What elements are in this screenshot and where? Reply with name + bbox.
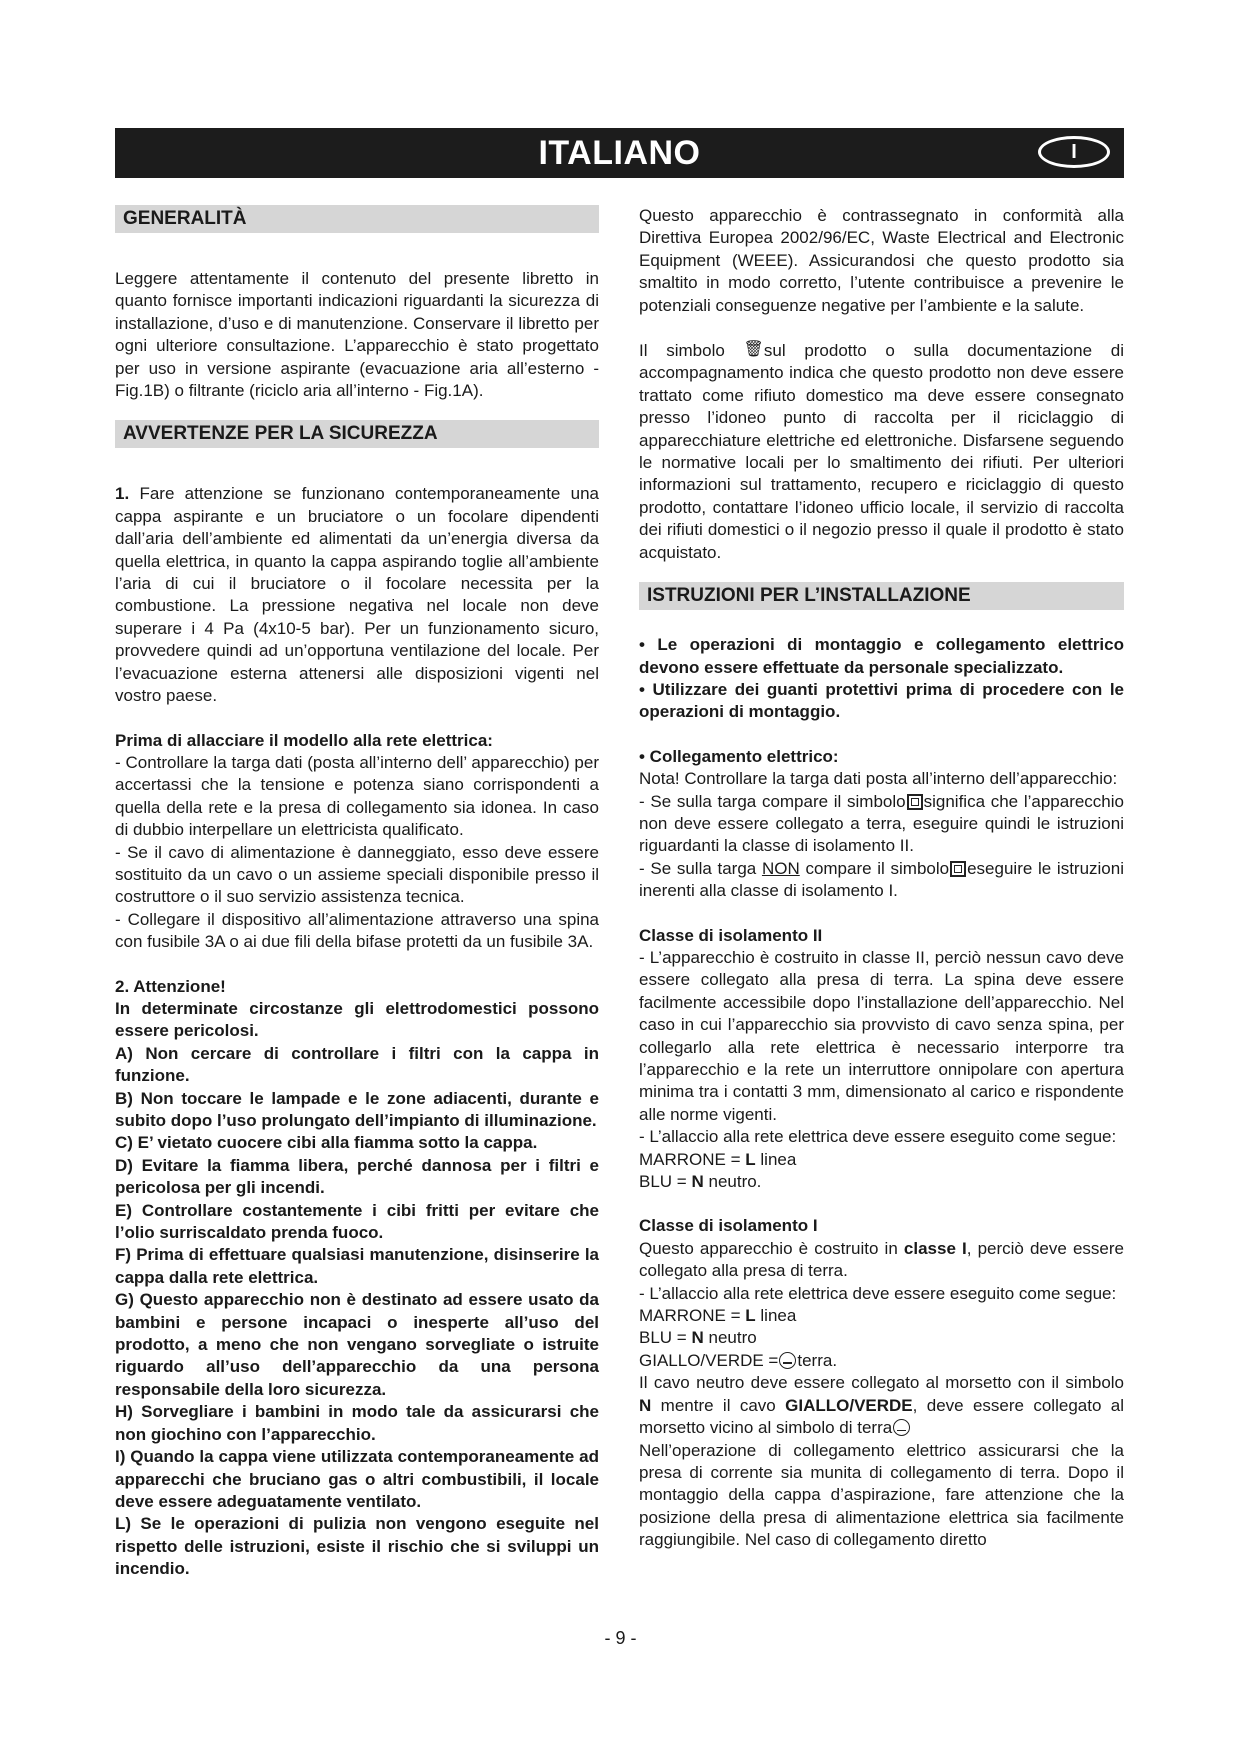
prima-item-3: - Collegare il dispositivo all’alimentazione attraverso una spina con fusibile 3A o ai due fili della bifase protetti da un fusibile 3A. bbox=[115, 909, 599, 952]
attention-item-b: B) Non toccare le lampade e le zone adiacenti, durante e subito dopo l’uso prolungato dell’impianto di illuminazione. bbox=[115, 1088, 599, 1130]
class-i-paragraph: Questo apparecchio è costruito in classe I, perciò deve essere collegato alla presa di terra. bbox=[639, 1238, 1124, 1281]
weee-paragraph: Questo apparecchio è contrassegnato in conformità alla Direttiva Europea 2002/96/EC, Waste Electrical and Electronic Equipment (WEEE). Assicurandosi che questo prodotto sia smaltito in modo corretto, l’utente contribuisce a prevenire le potenziali conseguenze negative per l’ambiente e la salute. bbox=[639, 206, 1124, 315]
warning-1 bbox=[115, 483, 599, 707]
section-heading-installation: ISTRUZIONI PER L’INSTALLAZIONE bbox=[639, 582, 1124, 610]
attention-item-c: C) E’ vietato cuocere cibi alla fiamma sotto la cappa. bbox=[115, 1133, 538, 1153]
class-i-heading: Classe di isolamento I bbox=[639, 1216, 818, 1236]
class-i-yellow-green-wire: GIALLO/VERDE = terra. bbox=[639, 1350, 838, 1370]
class-ii-heading: Classe di isolamento II bbox=[639, 925, 823, 945]
warning-1-text: Fare attenzione se funzionano contemporaneamente una cappa aspirante e un bruciatore o un focolare dipendenti dall’aria dell’ambiente ed alimentati da un’energia diversa da quella elettrica, in quanto la cappa aspirando toglie all’ambiente l’aria di cui il bruciatore o il focolare necessita per la combustione. La pressione negativa nel locale non deve superare i 4 Pa (4x10-5 bar). Per un funzionamento sicuro, provvedere quindi ad un’opportuna ventilazione del locale. Per l’evacuazione esterna attenersi alle disposizioni vigenti nel vostro paese. bbox=[115, 484, 600, 706]
right-column bbox=[639, 205, 1124, 1552]
section-heading-generalita: GENERALITÀ bbox=[115, 205, 599, 233]
attention-item-g: G) Questo apparecchio non è destinato ad essere usato da bambini e persone incapaci o inesperte all’uso del prodotto, a meno che non vengano sorvegliate o istruite riguardo all’uso dell’apparecchio da una persona responsabile della loro sicurezza. bbox=[115, 1290, 599, 1399]
class-i-blue-wire: BLU = N neutro bbox=[639, 1328, 757, 1348]
class-ii-blue-wire: BLU = N neutro. bbox=[639, 1172, 762, 1192]
class-i-check: - Se sulla targa NON compare il simbolo eseguire le istruzioni inerenti alla classe di isolamento I. bbox=[639, 858, 1124, 901]
class-i-wiring-intro: - L’allaccio alla rete elettrica deve essere eseguito come segue: bbox=[639, 1283, 1117, 1303]
install-bullet-2: • Utilizzare dei guanti protettivi prima di procedere con le operazioni di montaggio. bbox=[639, 679, 1124, 722]
warning-1-number: 1. bbox=[115, 484, 130, 504]
attention-item-l: L) Se le operazioni di pulizia non vengono eseguite nel rispetto delle istruzioni, esiste il rischio che si sviluppi un incendio. bbox=[115, 1514, 599, 1579]
double-insulation-icon bbox=[907, 794, 923, 810]
class-ii-wiring-intro: - L’allaccio alla rete elettrica deve essere eseguito come segue: bbox=[639, 1127, 1117, 1147]
prima-heading: Prima di allacciare il modello alla rete elettrica: bbox=[115, 730, 493, 750]
attention-item-i: I) Quando la cappa viene utilizzata contemporaneamente ad apparecchi che bruciano gas o altri combustibili, il locale deve essere adeguatamente ventilato. bbox=[115, 1447, 599, 1511]
left-column bbox=[115, 205, 599, 1581]
section-heading-safety: AVVERTENZE PER LA SICUREZZA bbox=[115, 420, 599, 448]
electrical-connection-heading: • Collegamento elettrico: bbox=[639, 746, 839, 766]
intro-paragraph: Leggere attentamente il contenuto del presente libretto in quanto fornisce importanti indicazioni riguardanti la sicurezza di installazione, d’uso e di manutenzione. Conservare il libretto per ogni ulteriore consultazione. L’apparecchio è stato progettato per uso in versione aspirante (evacuazione aria all’esterno - Fig.1B) o filtrante (riciclo aria all’interno - Fig.1A). bbox=[115, 269, 599, 401]
class-i-brown-wire: MARRONE = L linea bbox=[639, 1306, 797, 1326]
double-insulation-icon bbox=[950, 861, 966, 877]
earth-symbol-icon bbox=[779, 1352, 796, 1369]
prima-item-2: - Se il cavo di alimentazione è danneggiato, esso deve essere sostituito da un cavo o un assieme speciali disponibile presso il costruttore o il suo servizio assistenza tecnica. bbox=[115, 842, 599, 907]
class-ii-check: - Se sulla targa compare il simbolo significa che l’apparecchio non deve essere collegato a terra, eseguire quindi le istruzioni riguardanti la classe di isolamento II. bbox=[639, 791, 1124, 856]
page-number: - 9 - bbox=[604, 1628, 637, 1648]
attention-item-d: D) Evitare la fiamma libera, perché dannosa per i filtri e pericolosa per gli incendi. bbox=[115, 1155, 599, 1198]
banner-title: ITALIANO bbox=[538, 133, 701, 172]
language-banner bbox=[115, 128, 1124, 178]
attention-item-a: A) Non cercare di controllare i filtri con la cappa in funzione. bbox=[115, 1043, 599, 1086]
crossed-bin-icon: 🗑 bbox=[743, 341, 764, 359]
nota-paragraph: Nota! Controllare la targa dati posta all’interno dell’apparecchio: bbox=[639, 769, 1118, 789]
class-i-final-paragraph: Nell’operazione di collegamento elettrico assicurarsi che la presa di corrente sia munita di collegamento di terra. Dopo il montaggio della cappa d’aspirazione, fare attenzione che la posizione della presa di alimentazione elettrica sia facilmente raggiungibile. Nel caso di collegamento diretto bbox=[639, 1440, 1124, 1550]
attention-intro: In determinate circostanze gli elettrodomestici possono essere pericolosi. bbox=[115, 998, 599, 1041]
weee-symbol-paragraph: Il simbolo 🗑sul prodotto o sulla documentazione di accompagnamento indica che questo prodotto non deve essere trattato come rifiuto domestico ma deve essere consegnato presso l’idoneo punto di raccolta per il riciclaggio di apparecchiature elettriche ed elettroniche. Disfarsene seguendo le normative locali per lo smaltimento dei rifiuti. Per ulteriori informazioni sul trattamento, recupero e riciclaggio di questo prodotto, contattare l’idoneo ufficio locale, il servizio di raccolta dei rifiuti domestici o il negozio presso il quale il prodotto è stato acquistato. bbox=[639, 341, 1124, 562]
class-ii-paragraph: - L’apparecchio è costruito in classe II, perciò nessun cavo deve essere collegato alla presa di terra. La spina deve essere facilmente accessibile dopo l’installazione dell’apparecchio. Nel caso in cui l’apparecchio sia provvisto di cavo senza spina, per collegarlo alla rete elettrica è necessario interporre tra l’apparecchio e la rete un interruttore onnipolare con apertura minima tra i contatti 3 mm, dimensionato al carico e rispondente alle norme vigenti. bbox=[639, 947, 1124, 1124]
language-code-badge: I bbox=[1038, 136, 1110, 168]
attention-item-e: E) Controllare costantemente i cibi fritti per evitare che l’olio surriscaldato prenda fuoco. bbox=[115, 1200, 599, 1243]
attention-heading: 2. Attenzione! bbox=[115, 976, 226, 996]
class-i-terminal-paragraph: Il cavo neutro deve essere collegato al morsetto con il simbolo N mentre il cavo GIALLO/VERDE, deve essere collegato al morsetto vicino al simbolo di terra bbox=[639, 1373, 1124, 1438]
attention-item-f: F) Prima di effettuare qualsiasi manutenzione, disinserire la cappa dalla rete elettrica. bbox=[115, 1245, 599, 1287]
class-ii-brown-wire: MARRONE = L linea bbox=[639, 1149, 797, 1169]
attention-item-h: H) Sorvegliare i bambini in modo tale da assicurarsi che non giochino con l’apparecchio. bbox=[115, 1402, 599, 1444]
install-bullet-1: • Le operazioni di montaggio e collegamento elettrico devono essere effettuate da personale specializzato. bbox=[639, 635, 1124, 677]
prima-item-1: - Controllare la targa dati (posta all’interno dell’ apparecchio) per accertassi che la tensione e potenza siano corrispondenti a quella della rete e la presa di collegamento sia idonea. In caso di dubbio interpellare un elettricista qualificato. bbox=[115, 752, 599, 840]
earth-symbol-icon bbox=[893, 1419, 910, 1436]
